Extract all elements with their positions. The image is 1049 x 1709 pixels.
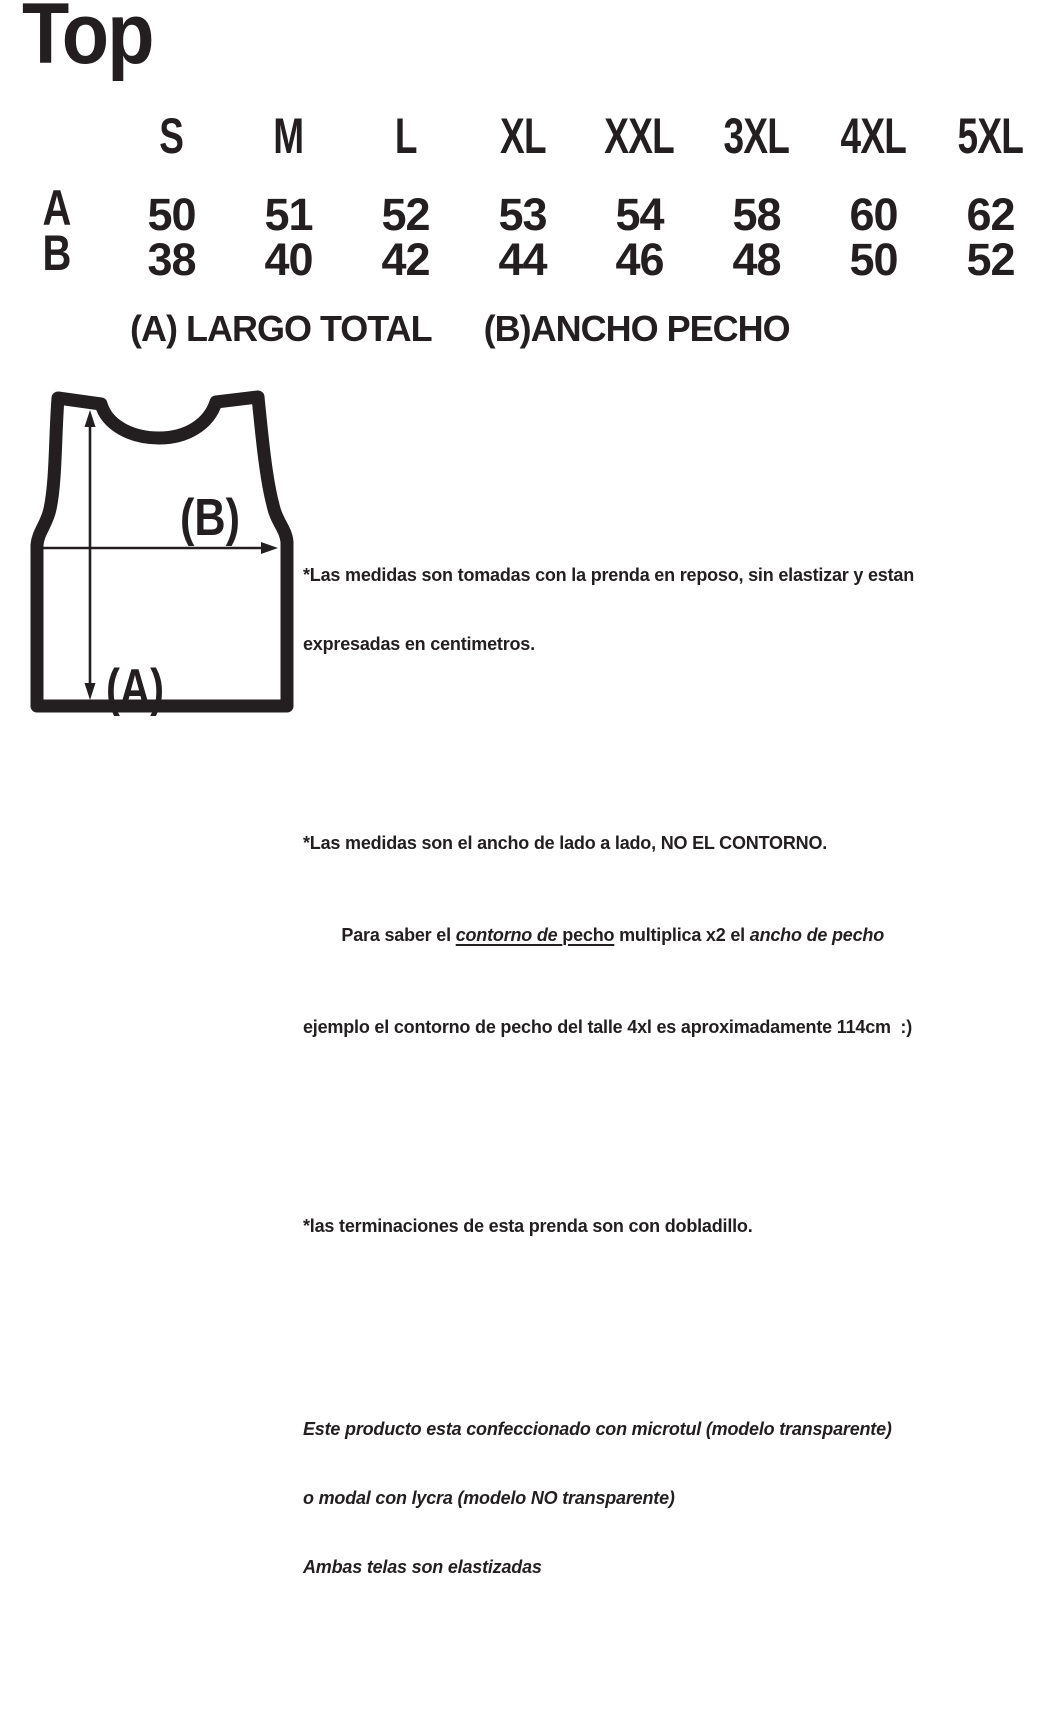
note-line: ejemplo el contorno de pecho del talle 4xl es aproximadamente 114cm :) — [303, 1017, 913, 1037]
value-a-xxl: 54 — [615, 189, 664, 240]
value-a-s: 50 — [147, 189, 196, 240]
value-b-4xl: 50 — [849, 234, 898, 285]
value-b-5xl: 52 — [966, 234, 1015, 285]
notes — [303, 449, 914, 1709]
legend-ancho-pecho: (B)ANCHO PECHO — [483, 308, 790, 349]
note-line: o modal con lycra (modelo NO transparente) — [303, 1488, 675, 1508]
size-table — [0, 108, 1049, 285]
row-label-a: A — [42, 180, 71, 236]
note-measurements — [303, 518, 914, 702]
value-b-l: 42 — [381, 234, 430, 285]
legend-largo-total: (A) LARGO TOTAL — [130, 308, 432, 349]
size-header-xl: XL — [499, 108, 546, 164]
size-header-xxl: XXL — [604, 108, 675, 164]
size-header-4xl: 4XL — [840, 108, 907, 164]
size-header-3xl: 3XL — [723, 108, 790, 164]
row-label-b: B — [42, 225, 71, 281]
note-line: *Las medidas son el ancho de lado a lado, NO EL CONTORNO. — [303, 833, 828, 853]
size-header-m: M — [273, 108, 304, 164]
value-a-5xl: 62 — [966, 189, 1015, 240]
tank-top-diagram — [25, 385, 295, 720]
value-b-m: 40 — [264, 234, 313, 285]
value-b-xl: 44 — [498, 234, 547, 285]
size-header-s: S — [159, 108, 184, 164]
page-title: Top — [22, 0, 153, 82]
measurement-legend — [130, 308, 790, 350]
note-line-rich: Para saber el contorno de pecho multiplica x2 el ancho de pecho — [341, 925, 884, 945]
diagram-label-a: (A) — [106, 659, 164, 717]
note-width — [303, 786, 914, 1085]
value-b-s: 38 — [147, 234, 196, 285]
value-a-m: 51 — [264, 189, 313, 240]
value-a-l: 52 — [381, 189, 430, 240]
diagram-label-b: (B) — [180, 489, 240, 547]
note-fabric — [303, 1372, 914, 1625]
value-a-4xl: 60 — [849, 189, 898, 240]
value-a-3xl: 58 — [732, 189, 781, 240]
value-a-xl: 53 — [498, 189, 547, 240]
size-header-row — [0, 108, 1049, 164]
note-line: Ambas telas son elastizadas — [303, 1557, 542, 1577]
note-line: Este producto esta confeccionado con microtul (modelo transparente) — [303, 1419, 892, 1439]
note-line: *las terminaciones de esta prenda son con dobladillo. — [303, 1216, 753, 1236]
value-b-xxl: 46 — [615, 234, 664, 285]
note-line: expresadas en centimetros. — [303, 634, 535, 654]
note-line: *Las medidas son tomadas con la prenda en reposo, sin elastizar y estan — [303, 565, 915, 585]
table-row-a — [0, 180, 1049, 240]
table-row-b — [0, 225, 1049, 285]
value-b-3xl: 48 — [732, 234, 781, 285]
size-header-l: L — [394, 108, 417, 164]
note-hem — [303, 1169, 914, 1284]
size-header-5xl: 5XL — [957, 108, 1024, 164]
